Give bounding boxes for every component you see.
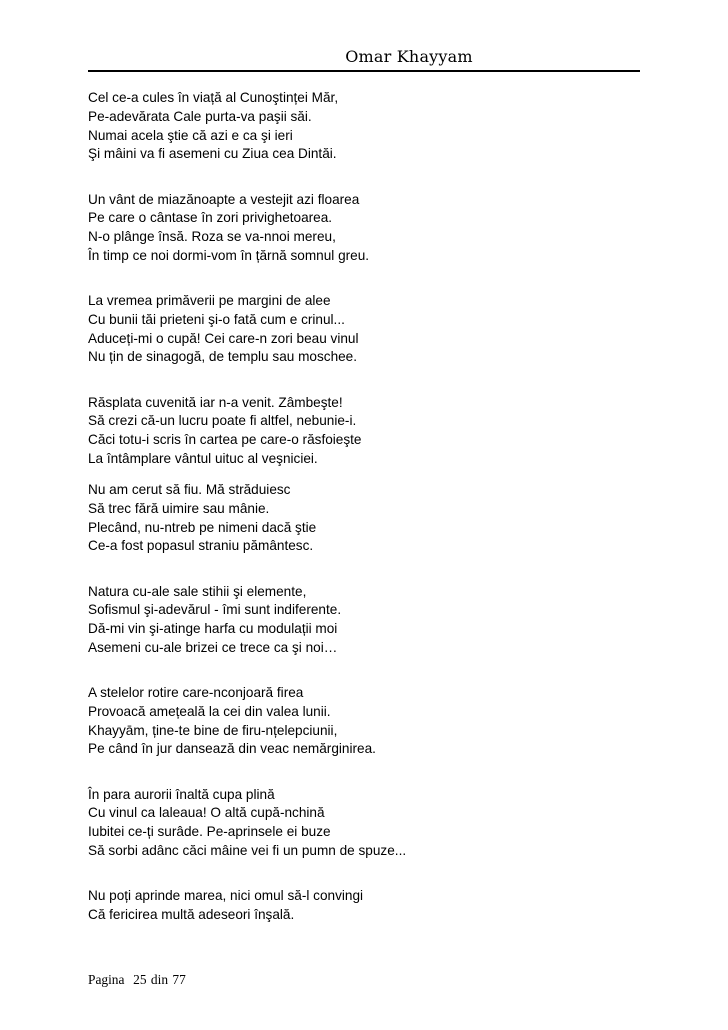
stanza [88,394,648,482]
verse-line: Iubitei ce-ți surâde. Pe-aprinsele ei buze [88,824,331,840]
header-title: Omar Khayyam [345,47,473,66]
verse-line: Şi mâini va fi asemeni cu Ziua cea Dintăi. [88,146,337,162]
verse-line: Natura cu-ale sale stihii şi elemente, [88,583,307,599]
verse-line: Nu țin de sinagogă, de templu sau moschee. [88,349,358,365]
stanza [88,292,648,394]
verse-line: Provoacă amețeală la cei din valea lunii. [88,703,331,719]
poem-body [88,89,648,989]
verse-line: Pe care o cântase în zori privighetoarea. [88,210,333,226]
verse-line: În para aurorii înaltă cupa plină [88,786,275,802]
verse-line: Asemeni cu-ale brizei ce trece ca şi noi… [88,639,338,655]
verse-line: Cu vinul ca laleaua! O altă cupă-nchină [88,805,325,821]
verse-line: Sofismul şi-adevărul - îmi sunt indiferente. [88,602,342,618]
verse-line: Că fericirea multă adeseori înşală. [88,906,295,922]
stanza [88,89,648,191]
stanza [88,191,648,293]
of-label: din [150,972,169,987]
verse-line: Ce-a fost popasul straniu pământesc. [88,538,314,554]
verse-line: Numai acela ştie că azi e ca şi ieri [88,127,293,143]
verse-line: Un vânt de miazănoapte a vestejit azi floarea [88,191,360,207]
page-footer [88,971,186,989]
stanza [88,583,648,685]
verse-line: Căci totu-i scris în cartea pe care-o răsfoieşte [88,432,362,448]
page-label: Pagina [88,972,125,987]
stanza [88,786,648,888]
stanza [88,481,648,583]
stanza [88,684,648,786]
verse-line: Nu am cerut să fiu. Mă străduiesc [88,482,291,497]
verse-line: Cu bunii tăi prieteni şi-o fată cum e crinul... [88,311,345,327]
verse-line: Cel ce-a cules în viață al Cunoştinței Măr, [88,90,339,105]
verse-line: Să crezi că-un lucru poate fi altfel, nebunie-i. [88,413,357,429]
verse-line: Pe când în jur dansează din veac nemărginirea. [88,741,376,757]
verse-line: N-o plânge însă. Roza se va-nnoi mereu, [88,229,336,245]
verse-line: Nu poți aprinde marea, nici omul să-l convingi [88,888,364,903]
verse-line: În timp ce noi dormi-vom în țărnă somnul greu. [88,247,370,263]
verse-line: Răsplata cuvenită iar n-a venit. Zâmbeşte! [88,394,343,410]
page-number: 25 [133,972,147,987]
verse-line: A stelelor rotire care-nconjoară firea [88,685,304,700]
verse-line: Plecând, nu-ntreb pe nimeni dacă ştie [88,519,317,535]
verse-line: La întâmplare vântul uituc al veşniciei. [88,450,318,466]
verse-line: La vremea primăverii pe margini de alee [88,293,331,308]
verse-line: Să sorbi adânc căci mâine vei fi un pumn de spuze... [88,842,407,858]
verse-line: Pe-adevărata Cale purta-va paşii săi. [88,108,312,124]
verse-line: Dă-mi vin şi-atinge harfa cu modulații moi [88,621,338,637]
verse-line: Aduceți-mi o cupă! Cei care-n zori beau vinul [88,330,359,346]
page-header [88,46,640,72]
total-pages: 77 [172,972,186,987]
verse-line: Să trec fără uimire sau mânie. [88,500,270,516]
verse-line: Khayyām, ține-te bine de firu-nțelepciunii, [88,722,338,738]
